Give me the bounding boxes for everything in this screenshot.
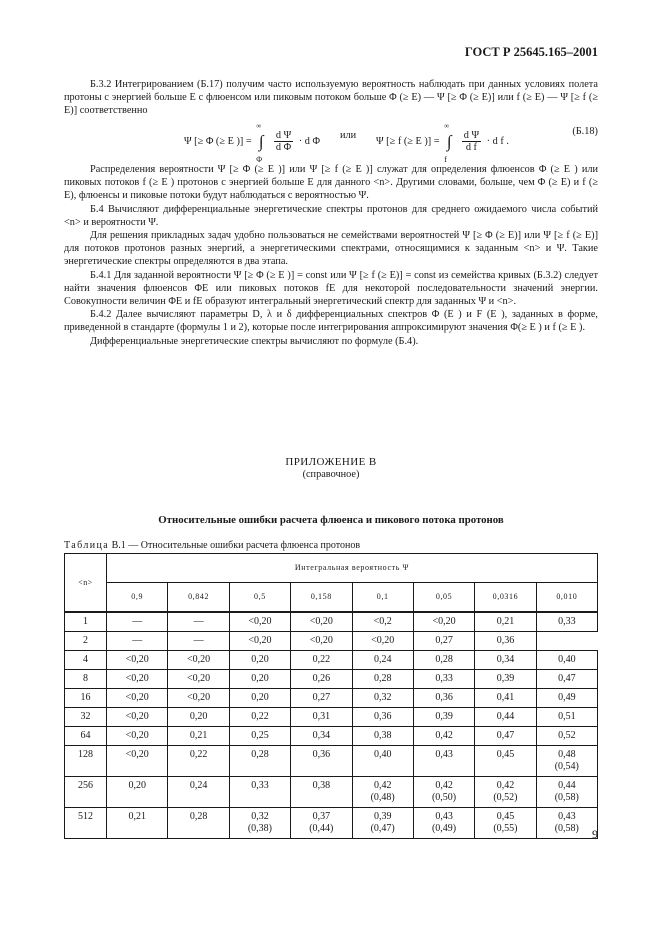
integral-sign: ∫ ∞ Φ: [256, 121, 264, 164]
table-cell: 0,22: [168, 746, 229, 777]
table-caption-text: В.1 — Относительные ошибки расчета флюенса протонов: [111, 540, 361, 551]
table-cell: 0,43: [413, 746, 474, 777]
integral-upper-limit: ∞: [256, 121, 262, 130]
paragraph-b4: Б.4 Вычисляют дифференциальные энергетические спектры протонов для среднего ожидаемого числа событий <n> и вероятности Ψ.: [64, 203, 598, 228]
table-row: [65, 777, 598, 808]
table-cell: 0,33: [229, 777, 290, 808]
fraction-denominator: d Φ: [275, 142, 292, 153]
row-n-value: 32: [65, 708, 107, 727]
table-cell: 0,22: [229, 708, 290, 727]
fraction-denominator: d f: [465, 142, 477, 153]
table-cell: 0,39: [413, 708, 474, 727]
section-title: Относительные ошибки расчета флюенса и пикового потока протонов: [158, 514, 504, 526]
probability-column-header: 0,1: [352, 583, 413, 613]
table-cell: <0,20: [229, 632, 290, 651]
paragraph-differential: Дифференциальные энергетические спектры вычисляют по формуле (Б.4).: [90, 335, 419, 347]
table-row: [65, 689, 598, 708]
table-cell: <0,20: [107, 670, 168, 689]
table-cell: 0,36: [291, 746, 352, 777]
table-cell: 0,24: [168, 777, 229, 808]
fraction-numerator: d Ψ: [275, 130, 292, 141]
page-number: 9: [592, 827, 598, 841]
paragraph-distribution: Распределения вероятности Ψ [≥ Φ (≥ E )] или Ψ [≥ f (≥ E )] служат для определения флюенсов Φ (≥ E ) или пиковых потоков f (≥ E ) протонов с энергией больше E для данного <n>. Другими словами, больше, чем Φ (≥ E) и f (≥ E), флюенсы и пиковые потоки будут наблюдаться с вероятностью Ψ.: [64, 164, 598, 202]
table-cell: 0,32: [352, 689, 413, 708]
paragraph-b42: Б.4.2 Далее вычисляют параметры D, λ и δ дифференциальных спектров Φ (E ) и F (E ), заданных в форме, приведенной в стандарте (формулы 1 и 2), которые после интегрирования аппроксимируют значения Φ(≥ E ) и f (≥ E ).: [64, 309, 598, 334]
table-row: [65, 727, 598, 746]
probability-columns-row: [65, 583, 598, 613]
table-cell: <0,20: [413, 612, 474, 632]
table-cell: 0,37 (0,44): [291, 808, 352, 839]
table-row: [65, 808, 598, 839]
table-cell: <0,20: [107, 651, 168, 670]
table-cell: 0,28: [229, 746, 290, 777]
table-cell: 0,40: [536, 651, 597, 670]
table-cell: <0,20: [168, 689, 229, 708]
formula-right: [376, 121, 509, 164]
table-cell: 0,36: [352, 708, 413, 727]
row-n-value: 1: [65, 612, 107, 632]
table-cell: 0,28: [352, 670, 413, 689]
table-cell: —: [168, 632, 229, 651]
table-cell: <0,20: [168, 651, 229, 670]
n-header: <n>: [65, 554, 107, 613]
formula-b18: [64, 118, 598, 162]
row-n-value: 2: [65, 632, 107, 651]
table-cell: 0,43 (0,49): [413, 808, 474, 839]
row-n-value: 4: [65, 651, 107, 670]
probability-column-header: 0,158: [291, 583, 352, 613]
formula-left-tail: · d Φ: [298, 135, 321, 147]
page-header: ГОСТ Р 25645.165–2001: [464, 45, 598, 59]
table-cell: 0,42 (0,50): [413, 777, 474, 808]
table-cell: 0,33: [413, 670, 474, 689]
table-cell: 0,28: [413, 651, 474, 670]
probability-group-header: Интегральная вероятность Ψ: [107, 554, 598, 583]
table-cell: <0,20: [168, 670, 229, 689]
table-cell: <0,20: [229, 612, 290, 632]
table-cell: 0,32 (0,38): [229, 808, 290, 839]
row-n-value: 8: [65, 670, 107, 689]
probability-column-header: 0,5: [229, 583, 290, 613]
table-cell: 0,24: [352, 651, 413, 670]
table-cell: 0,42 (0,52): [475, 777, 536, 808]
table-cell: 0,43 (0,58): [536, 808, 597, 839]
table-cell: <0,20: [291, 632, 352, 651]
probability-column-header: 0,0316: [475, 583, 536, 613]
table-cell: 0,49: [536, 689, 597, 708]
formula-left-fraction: [274, 130, 293, 153]
table-cell: <0,20: [107, 746, 168, 777]
paragraph-b41: Б.4.1 Для заданной вероятности Ψ [≥ Φ (≥ E )] = const или Ψ [≥ f (≥ E)] = const из семейства кривых (Б.3.2) следует найти значения флюенсов ΦE или пиковых потоков fE для некоторой последовательности значений энергии. Совокупности величин ΦE и fE образуют интегральный энергетический спектр для заданных Ψ и <n>.: [64, 269, 598, 308]
table-cell: <0,20: [107, 727, 168, 746]
table-cell: 0,47: [475, 727, 536, 746]
fraction-numerator: d Ψ: [463, 130, 480, 141]
table-cell: 0,33: [536, 612, 597, 632]
table-cell: <0,2: [352, 612, 413, 632]
paragraph-b32: [64, 78, 598, 118]
table-cell: 0,21: [107, 808, 168, 839]
row-n-value: 64: [65, 727, 107, 746]
row-n-value: 512: [65, 808, 107, 839]
table-cell: —: [107, 632, 168, 651]
table-cell: 0,21: [475, 612, 536, 632]
table-cell: 0,21: [168, 727, 229, 746]
table-cell: 0,52: [536, 727, 597, 746]
paragraph-b32-text: Б.3.2 Интегрированием (Б.17) получим часто используемую вероятность наблюдать при данных условиях полета протоны с энергией больше E с флюенсом или пиковым потоком больше Φ (≥ E) — Ψ [≥ Φ (≥ E)] или f (≥ E) — Ψ [≥ f (≥ E)] соответственно: [64, 79, 598, 117]
table-row: [65, 670, 598, 689]
table-cell: 0,34: [291, 727, 352, 746]
body-text-block: [64, 163, 598, 348]
probability-column-header: 0,010: [536, 583, 597, 613]
integral-lower-limit: f: [444, 154, 447, 164]
paragraph-solve: Для решения прикладных задач удобно пользоваться не семействами вероятностей Ψ [≥ Φ (≥ E)] или Ψ [≥ f (≥ E)] для потоков протонов разных энергий, а энергетическими спектрами, относящимися к заданным <n> и Ψ. Такие энергетические спектры определяются в два этапа.: [64, 230, 598, 268]
row-n-value: 256: [65, 777, 107, 808]
table-cell: —: [168, 612, 229, 632]
appendix-title: ПРИЛОЖЕНИЕ В: [285, 456, 377, 468]
table-row: [65, 612, 598, 632]
table-cell: 0,20: [229, 651, 290, 670]
table-cell: 0,34: [475, 651, 536, 670]
table-cell: 0,20: [229, 689, 290, 708]
table-cell: 0,38: [352, 727, 413, 746]
table-cell: 0,44 (0,58): [536, 777, 597, 808]
integral-sign: ∫ ∞ f: [444, 121, 452, 164]
integral-lower-limit: Φ: [256, 154, 263, 164]
table-caption-label: Таблица: [64, 540, 110, 551]
table-cell: 0,42: [413, 727, 474, 746]
table-cell: 0,28: [168, 808, 229, 839]
table-cell: —: [107, 612, 168, 632]
formula-right-tail: · d f .: [486, 135, 509, 147]
formula-left: [184, 121, 321, 164]
table-cell: 0,27: [413, 632, 474, 651]
table-cell: 0,22: [291, 651, 352, 670]
formula-right-fraction: [462, 130, 481, 153]
table-cell: 0,39: [475, 670, 536, 689]
table-cell: <0,20: [107, 708, 168, 727]
formula-or: или: [340, 130, 357, 141]
probability-column-header: 0,842: [168, 583, 229, 613]
table-row: [65, 632, 598, 651]
table-cell: 0,25: [229, 727, 290, 746]
errors-table: [64, 553, 598, 839]
row-n-value: 16: [65, 689, 107, 708]
table-cell: 0,40: [352, 746, 413, 777]
table-cell: 0,20: [229, 670, 290, 689]
table-cell: 0,45: [475, 746, 536, 777]
table-body: [65, 612, 598, 839]
table-cell: <0,20: [291, 612, 352, 632]
table-cell: 0,31: [291, 708, 352, 727]
table-row: [65, 651, 598, 670]
formula-right-lhs: Ψ [≥ f (≥ E )] =: [376, 135, 440, 147]
table-cell: 0,47: [536, 670, 597, 689]
appendix-subtitle: (справочное): [302, 469, 360, 480]
table-cell: 0,27: [291, 689, 352, 708]
table-cell: <0,20: [107, 689, 168, 708]
table-cell: 0,26: [291, 670, 352, 689]
table-caption: [64, 540, 360, 551]
table-cell: 0,38: [291, 777, 352, 808]
formula-reference: (Б.18): [572, 126, 598, 137]
row-n-value: 128: [65, 746, 107, 777]
table-cell: 0,20: [168, 708, 229, 727]
table-cell: 0,36: [475, 632, 536, 651]
table-row: [65, 708, 598, 727]
integral-upper-limit: ∞: [444, 121, 450, 130]
probability-column-header: 0,9: [107, 583, 168, 613]
table-cell: <0,20: [352, 632, 413, 651]
table-cell: 0,36: [413, 689, 474, 708]
table-cell: 0,39 (0,47): [352, 808, 413, 839]
table-cell: 0,20: [107, 777, 168, 808]
table-row: [65, 746, 598, 777]
table-cell: 0,51: [536, 708, 597, 727]
table-cell: 0,45 (0,55): [475, 808, 536, 839]
table-cell: 0,44: [475, 708, 536, 727]
table-cell: 0,41: [475, 689, 536, 708]
table-cell: 0,48 (0,54): [536, 746, 597, 777]
formula-left-lhs: Ψ [≥ Φ (≥ E )] =: [184, 135, 252, 147]
table-cell: 0,42 (0,48): [352, 777, 413, 808]
probability-column-header: 0,05: [413, 583, 474, 613]
